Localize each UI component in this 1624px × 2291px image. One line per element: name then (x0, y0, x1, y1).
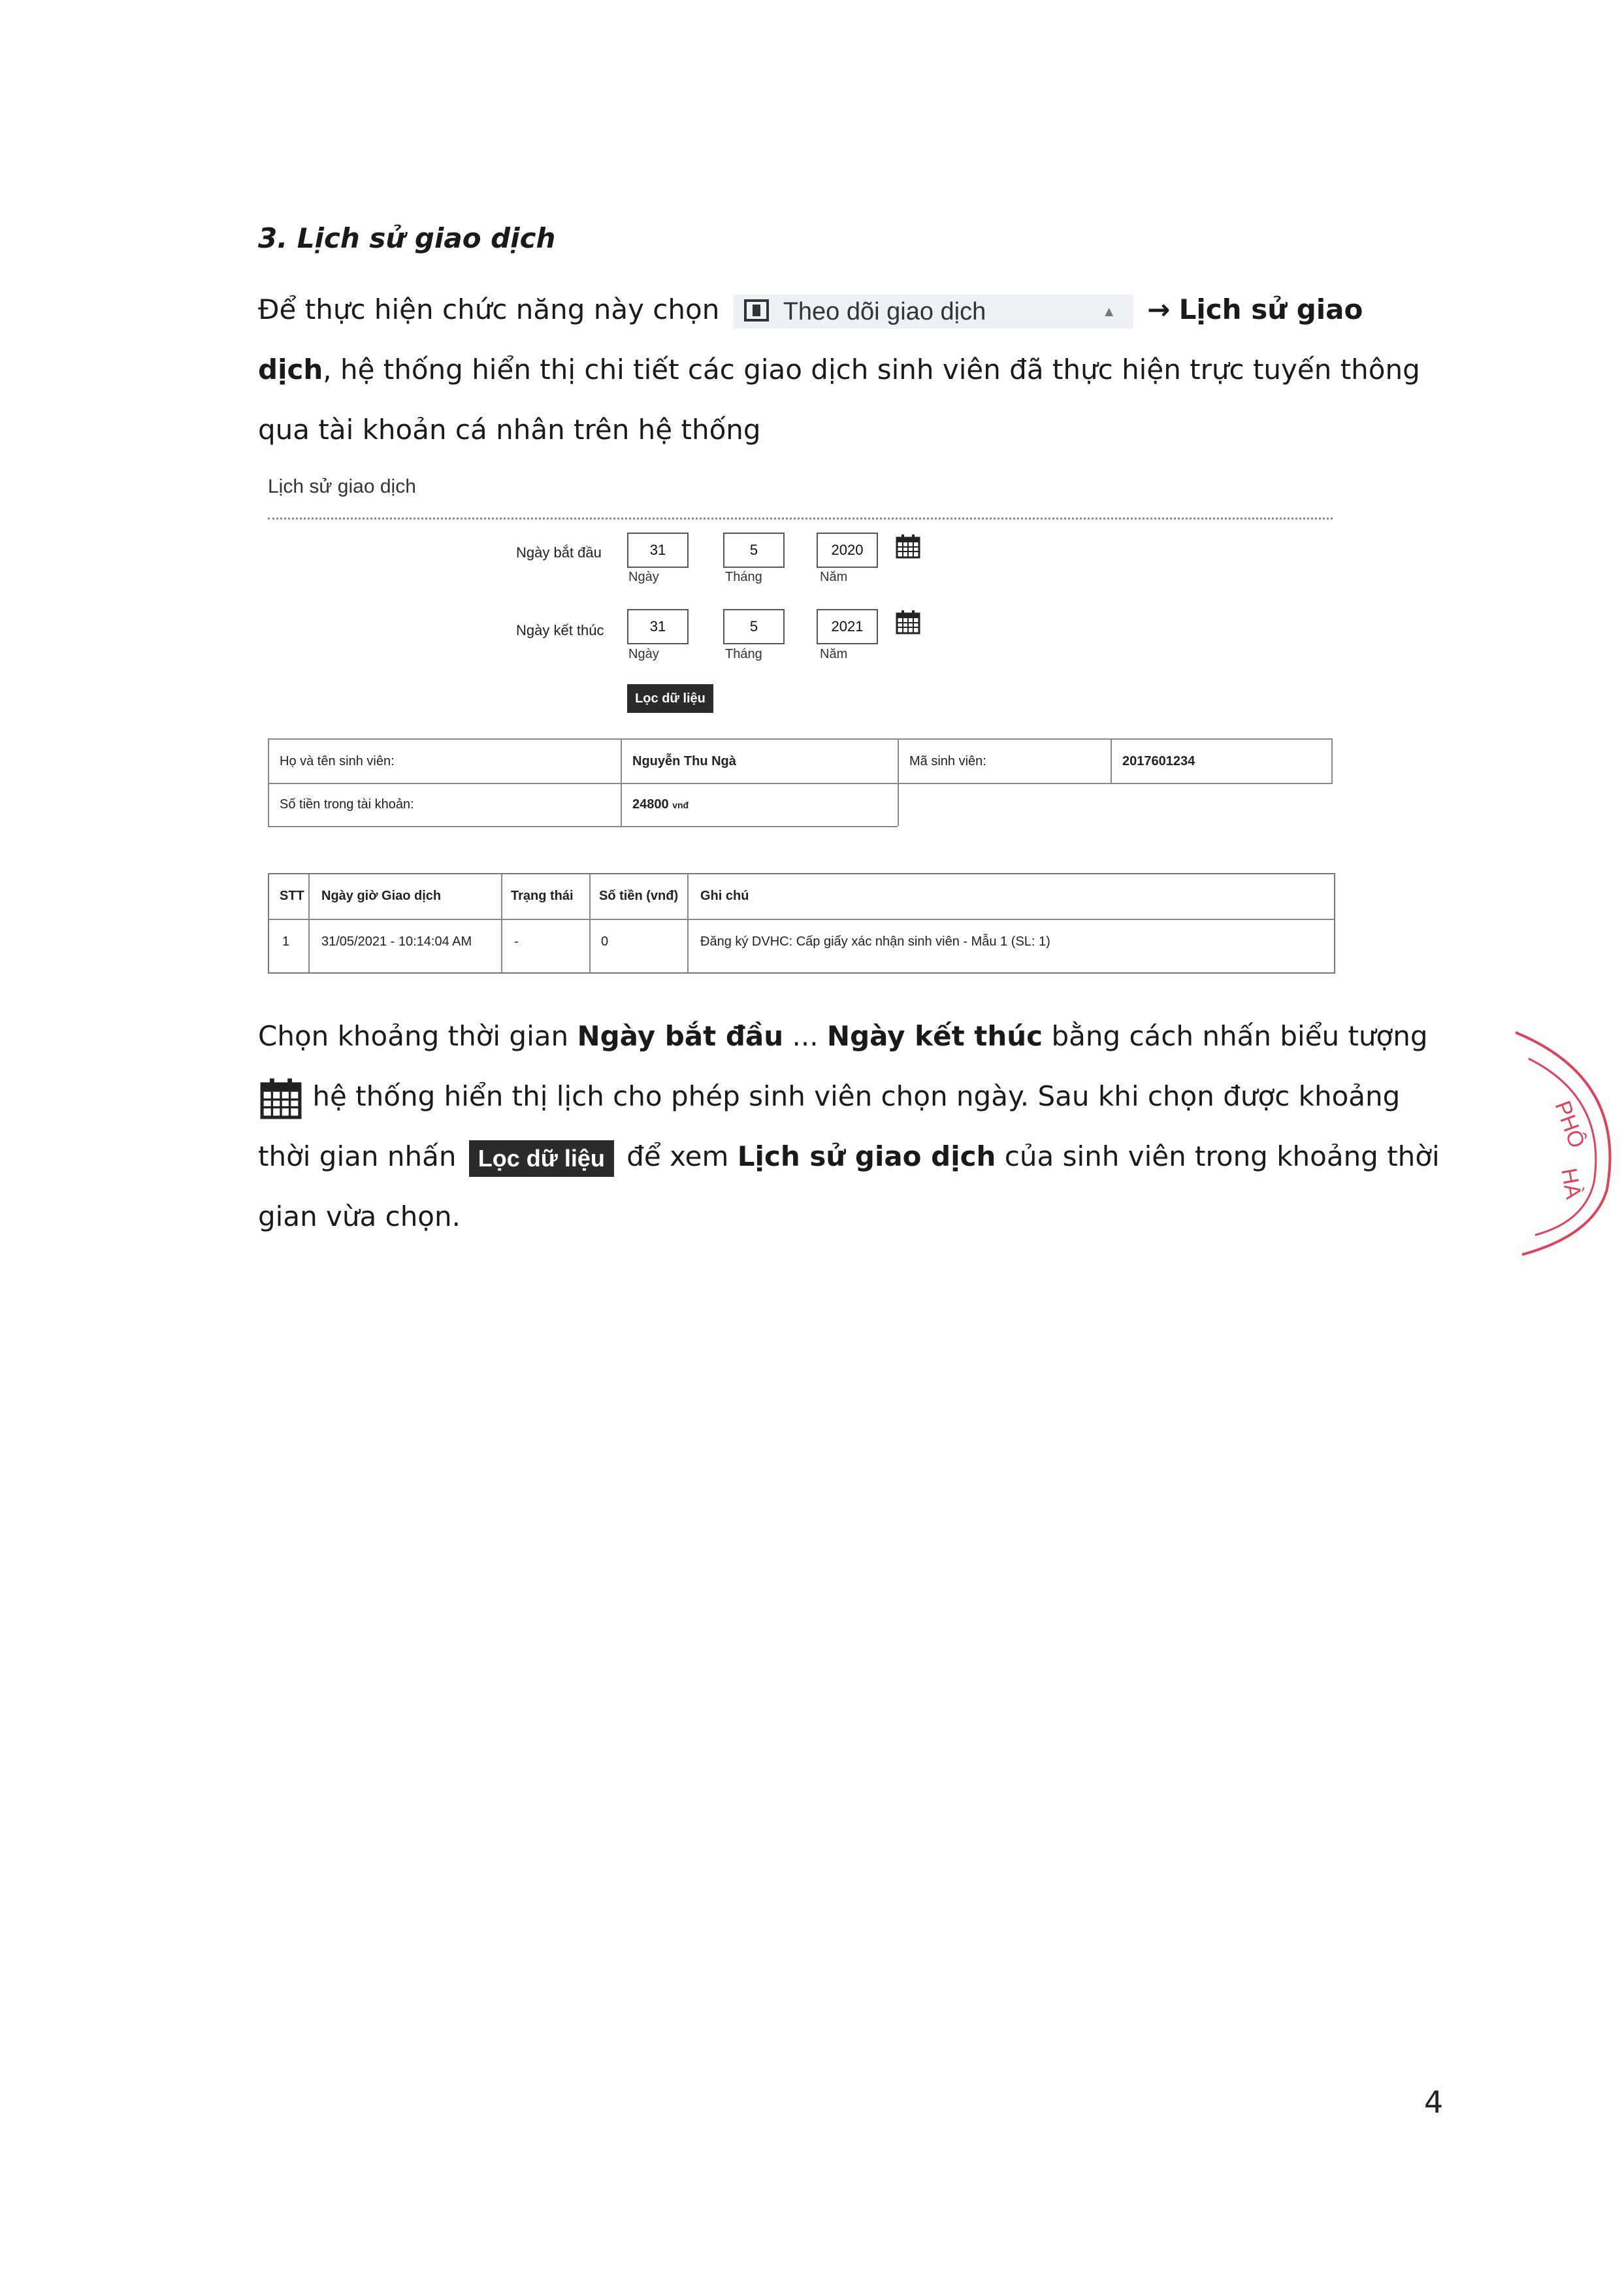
svg-text:HÀ: HÀ (1556, 1166, 1586, 1201)
embedded-screenshot (268, 470, 1339, 980)
arrow-icon: → (1147, 293, 1171, 325)
start-month-input[interactable]: 5 (723, 533, 785, 568)
caret-up-icon: ▲ (1101, 303, 1116, 320)
svg-text:PHÔ: PHÔ (1550, 1097, 1590, 1151)
calendar-icon (258, 1076, 304, 1121)
screenshot-title: Lịch sử giao dịch (268, 476, 416, 497)
name-label: Họ và tên sinh viên: (280, 754, 395, 768)
filter-button-inline: Lọc dữ liệu (469, 1140, 614, 1177)
balance-value: 24800 vnđ (632, 797, 689, 812)
header-note: Ghi chú (700, 889, 749, 903)
instr-text-5: của sinh viên trong khoảng thời gian vừa chọn. (258, 1140, 1440, 1232)
balance-label: Số tiền trong tài khoản: (280, 797, 414, 812)
cell-datetime: 31/05/2021 - 10:14:04 AM (321, 934, 472, 949)
cell-amount: 0 (601, 934, 609, 949)
page-number: 4 (1424, 2085, 1444, 2120)
id-label: Mã sinh viên: (909, 754, 986, 768)
instr-text-3: hệ thống hiển thị lịch cho phép sinh viên chọn ngày. Sau khi chọn được khoảng thời gian nhấn (258, 1080, 1401, 1172)
divider (268, 518, 1333, 519)
sub-day: Ngày (628, 647, 659, 661)
intro-target: Lịch sử giao dịch (258, 293, 1363, 386)
sub-month: Tháng (725, 570, 762, 584)
end-month-input[interactable]: 5 (723, 609, 785, 644)
instr-bold-start: Ngày bắt đầu (577, 1020, 784, 1052)
menu-label: Theo dõi giao dịch (783, 297, 986, 325)
name-value: Nguyễn Thu Ngà (632, 754, 736, 768)
instr-text-4: để xem (626, 1140, 729, 1172)
intro-after: , hệ thống hiển thị chi tiết các giao dịch sinh viên đã thực hiện trực tuyến thông qua tài khoản cá nhân trên hệ thống (258, 354, 1420, 446)
sub-month: Tháng (725, 647, 762, 661)
filter-button[interactable]: Lọc dữ liệu (627, 684, 713, 713)
header-status: Trạng thái (511, 889, 574, 903)
end-date-label: Ngày kết thúc (516, 622, 604, 638)
header-stt: STT (280, 889, 304, 903)
menu-theo-doi-giao-dich[interactable] (734, 295, 1133, 329)
calendar-icon[interactable] (895, 609, 921, 635)
start-date-label: Ngày bắt đầu (516, 544, 602, 561)
instr-bold-history: Lịch sử giao dịch (737, 1140, 996, 1172)
instr-ellipsis: ... (783, 1020, 827, 1052)
start-day-input[interactable]: 31 (627, 533, 689, 568)
instruction-paragraph (258, 1006, 1444, 1247)
sub-year: Năm (820, 647, 848, 661)
red-seal-stamp (1509, 1019, 1624, 1268)
header-datetime: Ngày giờ Giao dịch (321, 889, 442, 903)
student-info (268, 738, 1333, 827)
sub-year: Năm (820, 570, 848, 584)
instr-bold-end: Ngày kết thúc (826, 1020, 1043, 1052)
sub-day: Ngày (628, 570, 659, 584)
end-year-input[interactable]: 2021 (817, 609, 878, 644)
intro-before-menu: Để thực hiện chức năng này chọn (258, 293, 720, 325)
instr-text-1: Chọn khoảng thời gian (258, 1020, 569, 1052)
instr-text-2: bằng cách nhấn biểu tượng (1051, 1020, 1428, 1052)
intro-paragraph (258, 280, 1444, 460)
header-amount: Số tiền (vnđ) (599, 889, 679, 903)
cell-stt: 1 (282, 934, 290, 949)
end-day-input[interactable]: 31 (627, 609, 689, 644)
section-heading: 3. Lịch sử giao dịch (258, 222, 556, 254)
cell-status: - (514, 934, 519, 949)
id-value: 2017601234 (1122, 754, 1195, 768)
cell-note: Đăng ký DVHC: Cấp giấy xác nhận sinh viên - Mẫu 1 (SL: 1) (700, 934, 1050, 949)
start-year-input[interactable]: 2020 (817, 533, 878, 568)
calendar-icon[interactable] (895, 533, 921, 559)
receipt-icon (744, 299, 769, 321)
transactions-table (268, 873, 1335, 974)
